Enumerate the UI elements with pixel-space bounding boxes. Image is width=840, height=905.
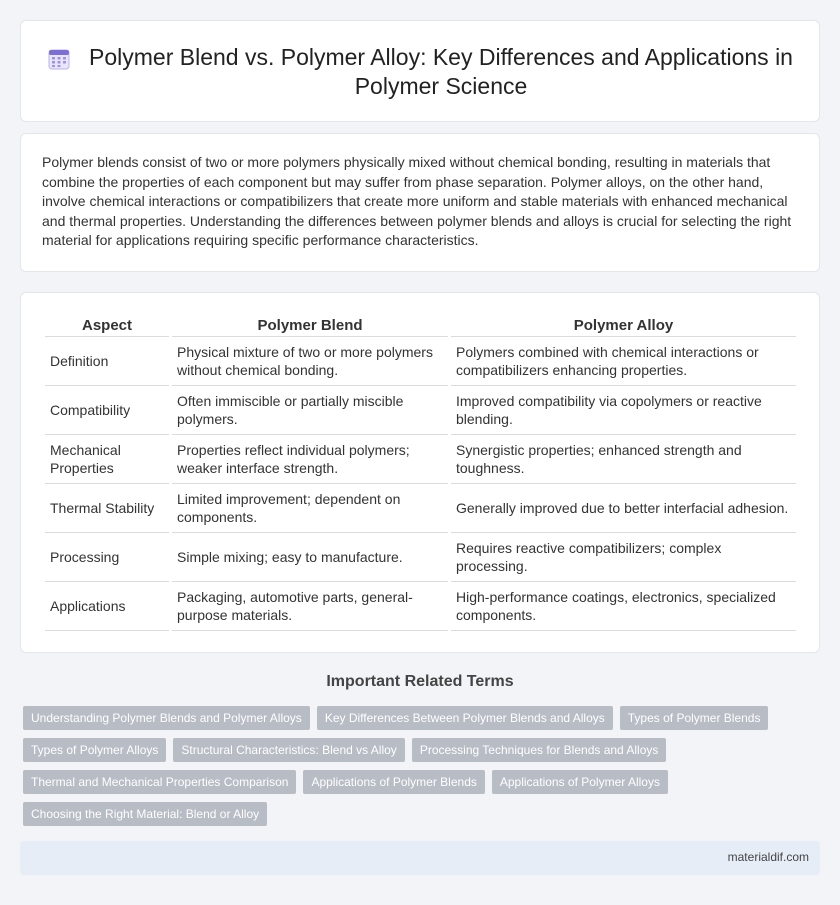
row-alloy: Synergistic properties; enhanced strength and toughness.: [451, 435, 796, 484]
related-term-tag[interactable]: Types of Polymer Alloys: [23, 738, 166, 762]
related-term-tag[interactable]: Choosing the Right Material: Blend or Alloy: [23, 802, 267, 826]
row-blend: Simple mixing; easy to manufacture.: [172, 533, 448, 582]
intro-card: [20, 133, 820, 272]
row-blend: Often immiscible or partially miscible polymers.: [172, 386, 448, 435]
footer-site-link[interactable]: materialdif.com: [727, 850, 809, 864]
page-title: Polymer Blend vs. Polymer Alloy: Key Differences and Applications in Polymer Science: [89, 44, 793, 99]
row-alloy: Polymers combined with chemical interactions or compatibilizers enhancing properties.: [451, 337, 796, 386]
row-blend: Properties reflect individual polymers; weaker interface strength.: [172, 435, 448, 484]
related-term-tag[interactable]: Understanding Polymer Blends and Polymer Alloys: [23, 706, 310, 730]
title-card: [20, 20, 820, 122]
related-term-tag[interactable]: Thermal and Mechanical Properties Comparison: [23, 770, 296, 794]
related-terms-title: Important Related Terms: [326, 673, 514, 690]
row-aspect: Mechanical Properties: [45, 435, 169, 484]
comparison-table-card: [20, 292, 820, 653]
row-blend: Packaging, automotive parts, general-purpose materials.: [172, 582, 448, 631]
row-alloy: High-performance coatings, electronics, specialized components.: [451, 582, 796, 631]
row-aspect: Definition: [45, 337, 169, 386]
row-aspect: Applications: [45, 582, 169, 631]
related-term-tag[interactable]: Structural Characteristics: Blend vs Alloy: [173, 738, 404, 762]
row-aspect: Compatibility: [45, 386, 169, 435]
row-blend: Physical mixture of two or more polymers without chemical bonding.: [172, 337, 448, 386]
header-aspect: Aspect: [45, 313, 169, 337]
table-row: [45, 582, 796, 631]
table-row: [45, 435, 796, 484]
header-polymer-alloy: Polymer Alloy: [451, 313, 796, 337]
row-alloy: Requires reactive compatibilizers; complex processing.: [451, 533, 796, 582]
table-row: [45, 386, 796, 435]
header-polymer-blend: Polymer Blend: [172, 313, 448, 337]
related-term-tag[interactable]: Applications of Polymer Blends: [303, 770, 484, 794]
row-aspect: Processing: [45, 533, 169, 582]
related-term-tag[interactable]: Processing Techniques for Blends and Alloys: [412, 738, 667, 762]
related-terms-list: [23, 706, 783, 826]
table-header-row: [45, 313, 796, 337]
row-alloy: Improved compatibility via copolymers or reactive blending.: [451, 386, 796, 435]
related-term-tag[interactable]: Types of Polymer Blends: [620, 706, 769, 730]
row-aspect: Thermal Stability: [45, 484, 169, 533]
table-row: [45, 484, 796, 533]
row-alloy: Generally improved due to better interfacial adhesion.: [451, 484, 796, 533]
table-row: [45, 533, 796, 582]
comparison-table: [42, 313, 799, 631]
related-term-tag[interactable]: Key Differences Between Polymer Blends and Alloys: [317, 706, 613, 730]
related-term-tag[interactable]: Applications of Polymer Alloys: [492, 770, 668, 794]
footer: [20, 841, 820, 875]
row-blend: Limited improvement; dependent on components.: [172, 484, 448, 533]
table-row: [45, 337, 796, 386]
intro-paragraph: Polymer blends consist of two or more polymers physically mixed without chemical bonding, resulting in materials that combine the properties of each component but may suffer from phase separation. Polymer alloys, on the other hand, involve chemical interactions or compatibilizers that create more uniform and stable materials with enhanced mechanical and thermal properties. Understanding the differences between polymer blends and alloys is crucial for selecting the right material for applications requiring specific performance characteristics.: [42, 154, 792, 248]
